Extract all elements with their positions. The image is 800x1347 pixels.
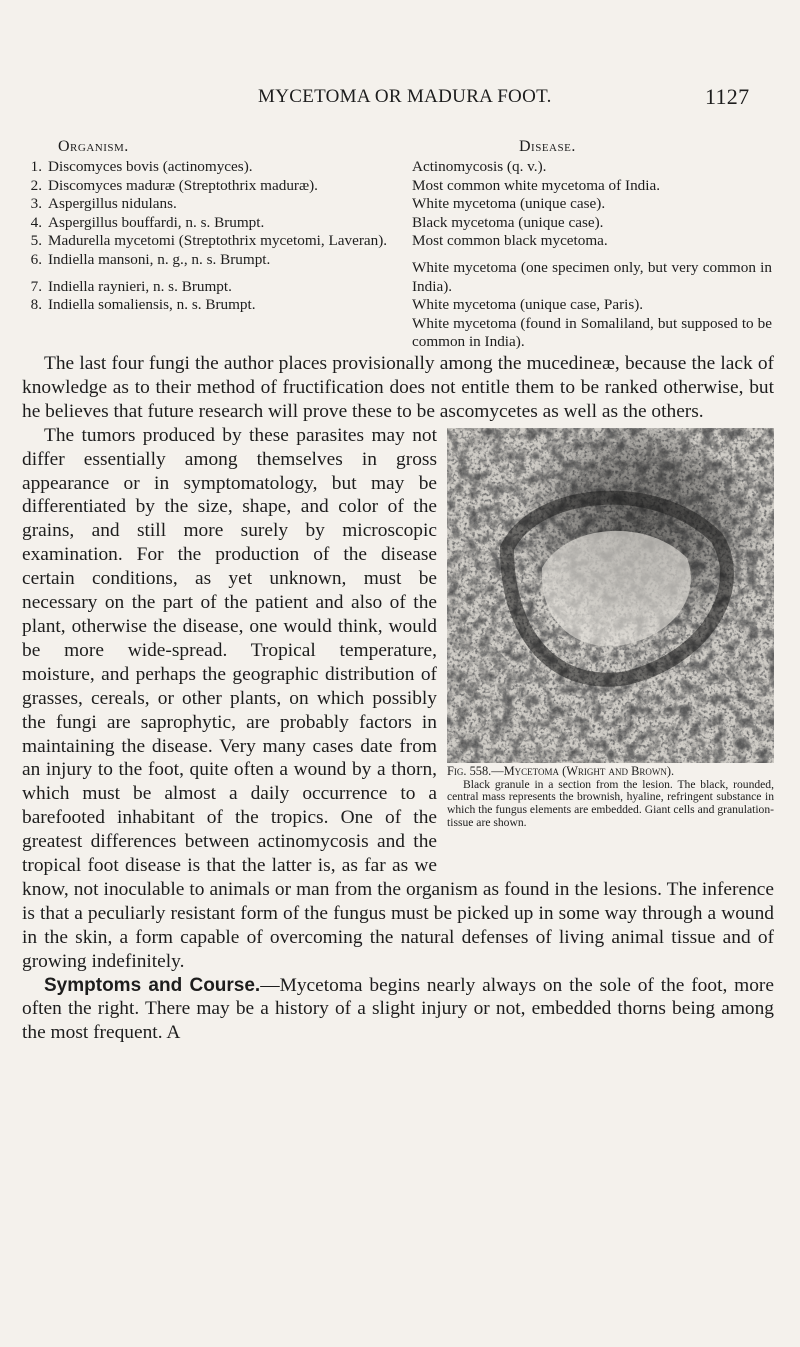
disease-item: Actinomycosis (q. v.). <box>412 158 547 175</box>
paragraph-text: —Mycetoma begins nearly always on the sole of the foot, more often the right. There may be a history of a slight injury or not, embedded thorns being among the most frequent. A <box>22 974 774 1044</box>
body-text <box>22 352 774 1045</box>
organism-name: Madurella mycetomi (Streptothrix mycetomi, Laveran). <box>48 232 388 250</box>
row-spacer <box>22 270 414 278</box>
organism-number: 7. <box>30 277 42 295</box>
organism-name: Indiella raynieri, n. s. Brumpt. <box>48 277 232 295</box>
section-heading: Symptoms and Course. <box>44 974 261 996</box>
organism-number: 1. <box>30 158 42 175</box>
organism-number: 8. <box>30 296 42 314</box>
disease-item: White mycetoma (unique case, Paris). <box>412 296 644 314</box>
figure-description: Black granule in a section from the lesion. The black, rounded, central mass represents the brownish, hyaline, refringent substance in which the fungus elements are embedded. Giant cells and granulation-tissue are shown. <box>447 777 774 829</box>
disease-item: White mycetoma (unique case). <box>412 195 606 213</box>
disease-list <box>412 158 772 352</box>
organism-name: Indiella mansoni, n. g., n. s. Brumpt. <box>48 250 271 268</box>
figure-caption <box>447 765 774 830</box>
organism-column-heading: Organism. <box>58 138 129 155</box>
running-title: MYCETOMA OR MADURA FOOT. <box>258 86 552 107</box>
organism-number: 3. <box>30 195 42 213</box>
paragraph-text: The last four fungi the author places provisionally among the mucedineæ, because the lack of knowledge as to their method of fructification does not entitle them to be ranked otherwise, but he believes that future research will prove these to be ascomycetes as well as the others. <box>22 353 774 422</box>
paragraph <box>22 352 774 424</box>
organism-name: Aspergillus bouffardi, n. s. Brumpt. <box>48 213 265 231</box>
disease-item: White mycetoma (found in Somaliland, but supposed to be common in India). <box>412 314 772 351</box>
organism-number: 6. <box>30 250 42 268</box>
organism-name: Discomyces bovis (actinomyces). <box>48 158 253 175</box>
row-spacer <box>412 251 772 259</box>
organism-list <box>22 158 414 315</box>
figure <box>447 428 774 853</box>
organism-number: 4. <box>30 213 42 231</box>
running-head <box>0 86 800 116</box>
organism-name: Discomyces maduræ (Streptothrix maduræ). <box>48 176 318 194</box>
organism-item <box>22 214 414 233</box>
paragraph-text: The tumors produced by these parasites may not differ essentially among themselves in gross appearance or in symptomatology, but may be differentiated by the size, shape, and color of the grains, and still more surely by microscopic examination. For the production of the disease certain conditions, as yet unknown, must be necessary on the part of the patient and also of the plant, otherwise the disease, one would think, would be more wide-spread. Tropical temperature, moisture, and perhaps the geographic distribution of grasses, cereals, or other plants, on which possibly the fungi are saprophytic, are probably factors in maintaining the disease. Very many cases date from an injury to the foot, quite often a wound by a thorn, which must be almost a daily occurrence to a barefooted inhabitant of the tropics. One of the greatest differences between actinomycosis and the tropical foot disease is that the latter is, as far as we know, not inoculable to animals or man from the organism as found in the lesions. The inference is that a peculiarly resistant form of the fungus must be picked up in some way through a wound in the skin, a form capable of overcoming the natural defenses of living animal tissue and of growing indefinitely. <box>22 424 774 972</box>
organism-name: Indiella somaliensis, n. s. Brumpt. <box>48 296 256 314</box>
organism-item <box>22 158 414 177</box>
micrograph-image <box>447 428 774 763</box>
organism-name: Aspergillus nidulans. <box>48 195 177 213</box>
disease-item: Most common black mycetoma. <box>412 232 608 250</box>
disease-column-heading: Disease. <box>519 138 576 155</box>
organism-item <box>22 278 414 297</box>
organism-item <box>22 296 414 315</box>
organism-item <box>22 251 414 270</box>
organism-item <box>22 232 414 251</box>
organism-item <box>22 195 414 214</box>
page-number: 1127 <box>705 84 750 109</box>
paragraph <box>22 974 774 1046</box>
organism-item <box>22 177 414 196</box>
organism-number: 2. <box>30 176 42 194</box>
disease-item: Most common white mycetoma of India. <box>412 176 661 194</box>
organism-number: 5. <box>30 232 42 250</box>
disease-item: Black mycetoma (unique case). <box>412 213 604 231</box>
figure-label: Fig. 558.—Mycetoma (Wright and Brown). <box>447 763 675 778</box>
disease-item: White mycetoma (one specimen only, but very common in India). <box>412 258 772 295</box>
